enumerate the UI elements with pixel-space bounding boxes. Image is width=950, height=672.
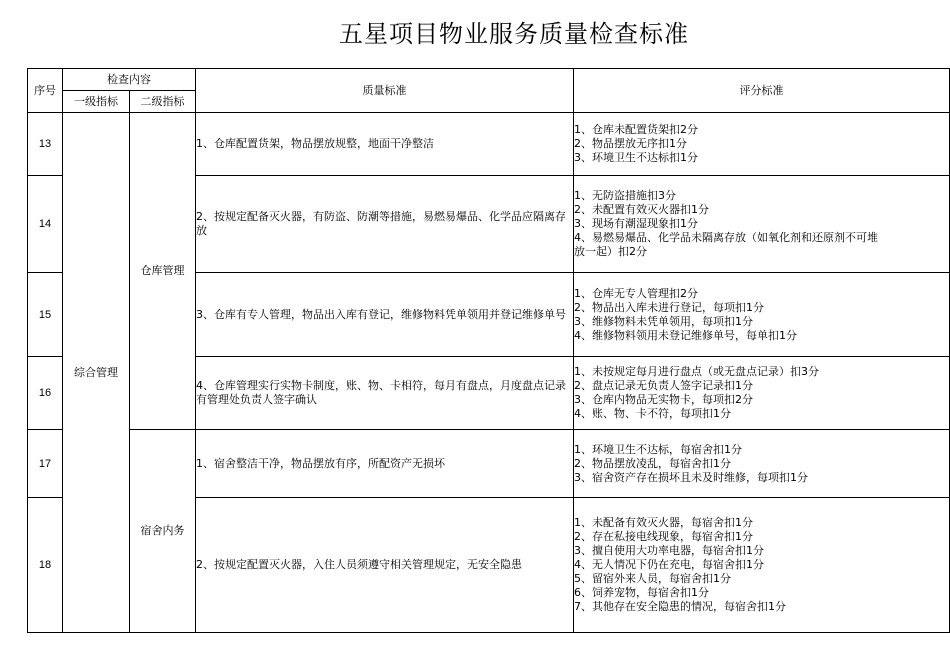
scoring-line: 1、仓库未配置货架扣2分 — [574, 123, 698, 136]
table-row — [28, 430, 950, 498]
scoring-line: 2、存在私接电线现象，每宿舍扣1分 — [574, 530, 753, 543]
quality-standard: 4、仓库管理实行实物卡制度，账、物、卡相符，每月有盘点，月度盘点记录有管理处负责人签字确认 — [196, 357, 574, 430]
header-row-top — [28, 69, 950, 91]
header-seq: 序号 — [28, 69, 63, 113]
scoring-line: 4、无人情况下仍在充电，每宿舍扣1分 — [574, 558, 764, 571]
quality-standard: 2、按规定配备灭火器，有防盗、防潮等措施，易燃易爆品、化学品应隔离存放 — [196, 176, 574, 273]
scoring-line: 3、宿舍资产存在损坏且未及时维修，每项扣1分 — [574, 470, 808, 484]
scoring-line: 放一起）扣2分 — [574, 245, 647, 258]
scoring-line: 3、维修物料未凭单领用，每项扣1分 — [574, 314, 753, 328]
scoring-line: 1、未按规定每月进行盘点（或无盘点记录）扣3分 — [574, 365, 819, 378]
header-content: 检查内容 — [63, 69, 196, 91]
scoring-line: 1、环境卫生不达标，每宿舍扣1分 — [574, 442, 742, 456]
level1-category: 综合管理 — [63, 113, 130, 633]
scoring-criteria — [574, 176, 950, 273]
scoring-criteria — [574, 273, 950, 357]
scoring-line: 4、维修物料领用未登记维修单号，每单扣1分 — [574, 328, 797, 342]
scoring-line: 1、无防盗措施扣3分 — [574, 189, 676, 202]
scoring-line: 4、易燃易爆品、化学品未隔离存放（如氧化剂和还原剂不可堆 — [574, 231, 878, 244]
row-number: 15 — [28, 273, 63, 357]
scoring-line: 2、物品出入库未进行登记，每项扣1分 — [574, 300, 764, 314]
scoring-line: 2、盘点记录无负责人签字记录扣1分 — [574, 379, 753, 392]
inspection-table — [27, 68, 950, 633]
header-quality: 质量标准 — [196, 69, 574, 113]
quality-standard: 2、按规定配置灭火器，入住人员须遵守相关管理规定，无安全隐患 — [196, 498, 574, 633]
scoring-criteria — [574, 498, 950, 633]
level2-category-warehouse: 仓库管理 — [130, 113, 196, 430]
quality-standard: 3、仓库有专人管理，物品出入库有登记，维修物料凭单领用并登记维修单号 — [196, 273, 574, 357]
header-level1: 一级指标 — [63, 91, 130, 113]
scoring-line: 2、物品摆放无序扣1分 — [574, 137, 687, 150]
row-number: 16 — [28, 357, 63, 430]
scoring-line: 1、仓库无专人管理扣2分 — [574, 286, 698, 300]
row-number: 13 — [28, 113, 63, 176]
row-number: 17 — [28, 430, 63, 498]
table-row — [28, 113, 950, 176]
scoring-line: 3、仓库内物品无实物卡，每项扣2分 — [574, 393, 753, 406]
page-title: 五星项目物业服务质量检查标准 — [339, 20, 689, 48]
row-number: 14 — [28, 176, 63, 273]
scoring-criteria — [574, 430, 950, 498]
scoring-line: 3、现场有潮湿现象扣1分 — [574, 217, 698, 230]
scoring-line: 7、其他存在安全隐患的情况，每宿舍扣1分 — [574, 600, 786, 613]
level2-category-dormitory: 宿舍内务 — [130, 430, 196, 633]
quality-standard: 1、宿舍整洁干净，物品摆放有序，所配资产无损坏 — [196, 430, 574, 498]
scoring-line: 2、物品摆放凌乱，每宿舍扣1分 — [574, 456, 731, 470]
scoring-line: 3、环境卫生不达标扣1分 — [574, 151, 698, 164]
quality-standard: 1、仓库配置货架，物品摆放规整，地面干净整洁 — [196, 113, 574, 176]
scoring-line: 4、账、物、卡不符，每项扣1分 — [574, 407, 731, 420]
scoring-line: 1、未配备有效灭火器，每宿舍扣1分 — [574, 516, 753, 529]
scoring-criteria — [574, 113, 950, 176]
scoring-criteria — [574, 357, 950, 430]
header-scoring: 评分标准 — [574, 69, 950, 113]
header-level2: 二级指标 — [130, 91, 196, 113]
scoring-line: 2、未配置有效灭火器扣1分 — [574, 203, 709, 216]
scoring-line: 5、留宿外来人员，每宿舍扣1分 — [574, 572, 731, 585]
scoring-line: 6、饲养宠物，每宿舍扣1分 — [574, 586, 709, 599]
row-number: 18 — [28, 498, 63, 633]
scoring-line: 3、擅自使用大功率电器，每宿舍扣1分 — [574, 544, 764, 557]
